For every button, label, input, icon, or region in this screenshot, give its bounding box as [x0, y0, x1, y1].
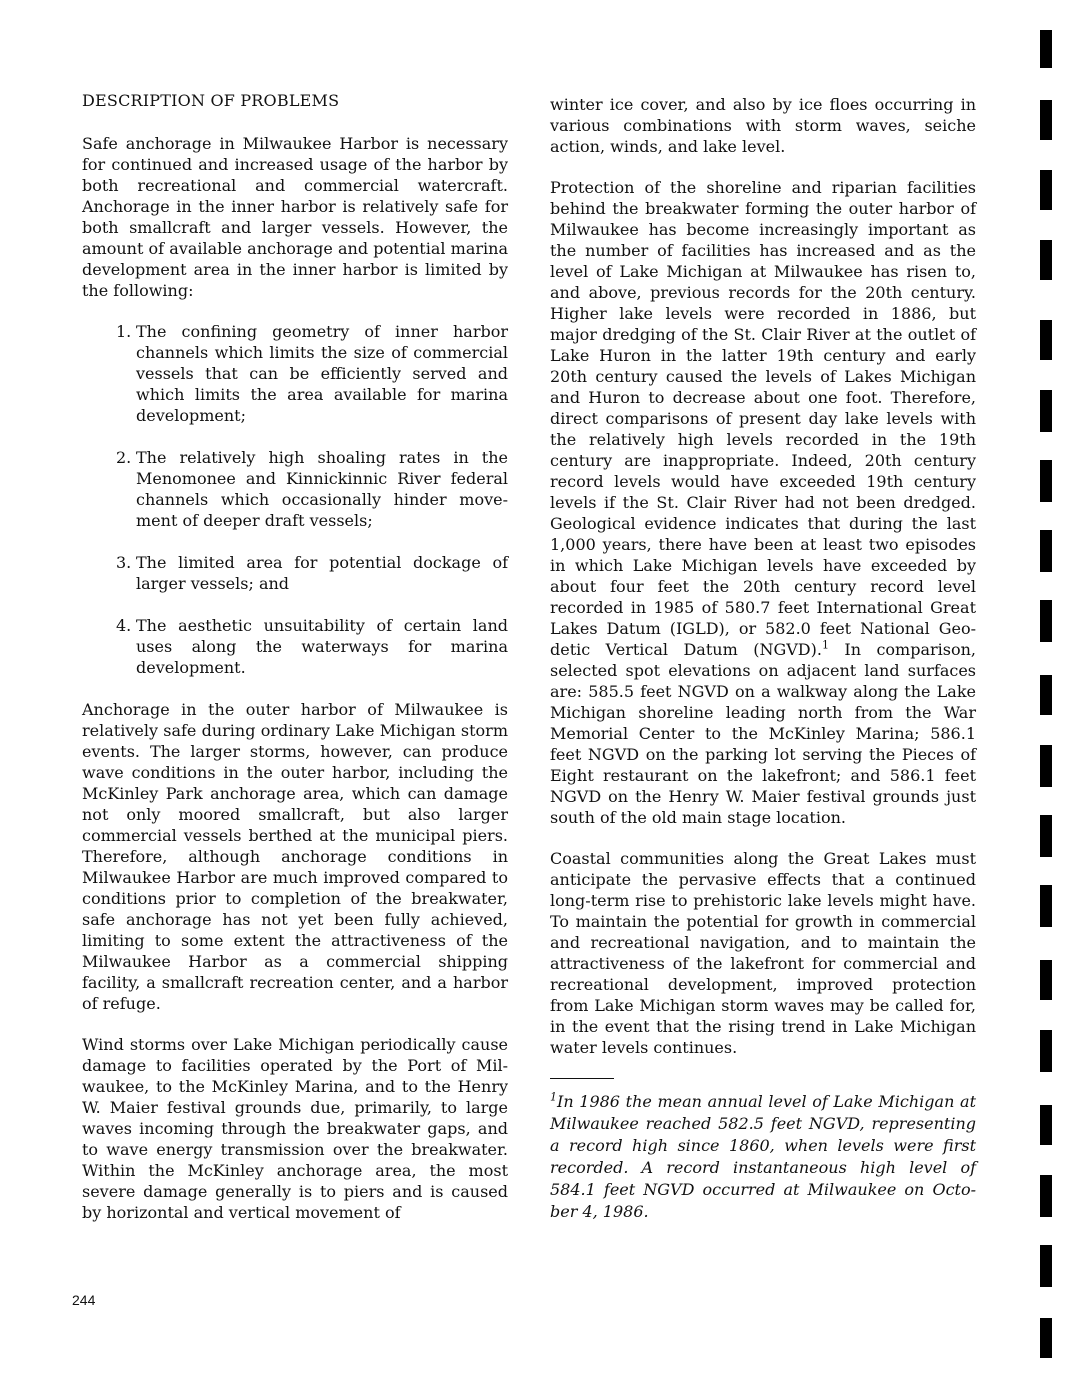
binding-mark — [1040, 885, 1052, 927]
binding-mark — [1040, 320, 1052, 360]
right-paragraph-2-text-b: In comparison, selected spot elevations on adjacent land surfaces are: 585.5 feet NGVD on a walkway along the Lake Michigan shoreline leading north from the War Memorial Center to the McKinley Marina; 586.1 feet NGVD on the parking lot serving the Pieces of Eight restaurant on the lakefront; and 586.1 feet NGVD on the Henry W. Maier festival grounds just south of the old main stage location. — [550, 640, 976, 827]
binding-mark — [1040, 675, 1052, 715]
list-item-number: 4. — [116, 616, 132, 635]
footnote-divider — [550, 1078, 614, 1079]
binding-mark — [1040, 390, 1052, 432]
list-item — [82, 615, 508, 678]
binding-mark — [1040, 600, 1052, 642]
binding-mark — [1040, 1175, 1052, 1217]
list-item-number: 1. — [116, 322, 132, 341]
list-item-number: 3. — [116, 553, 132, 572]
binding-mark — [1040, 460, 1052, 502]
left-paragraph-1: Safe anchorage in Milwaukee Harbor is necessary for continued and increased usage of the harbor by both recreational and commercial watercraft. Anchorage in the inner harbor is relatively safe for both smallcraft and larger vessels. However, the amount of available anchorage and potential marina development area in the inner harbor is limited by the following: — [82, 134, 508, 300]
binding-mark — [1040, 530, 1052, 572]
list-item — [82, 447, 508, 531]
footnote — [550, 1091, 976, 1223]
binding-mark — [1040, 815, 1052, 857]
list-item-text: The confining geometry of inner harbor channels which limits the size of commercial vessels that can be efficiently served and which limits the area available for marina development; — [136, 322, 508, 425]
footnote-reference: 1 — [821, 638, 829, 652]
right-paragraph-1: winter ice cover, and also by ice floes occurring in various combinations with storm waves, seiche action, winds, and lake level. — [550, 95, 976, 156]
left-paragraph-3: Wind storms over Lake Michigan periodically cause damage to facilities operated by the Port of Milwaukee, to the McKinley Marina, and to the Henry W. Maier festival grounds due, primarily, to large waves incoming through the breakwater gaps, and to wave energy transmission over the breakwater. Within the McKinley anchorage area, the most severe damage generally is to piers and is caused by horizontal and vertical movement of — [82, 1035, 508, 1222]
list-item — [82, 321, 508, 426]
list-item-text: The limited area for potential dockage of larger vessels; and — [136, 553, 508, 593]
right-paragraph-2-text-a: Protection of the shoreline and riparian facilities behind the breakwater forming the outer harbor of Milwaukee has become increasingly important as the number of facilities has increased and as the level of Lake Michigan at Milwaukee has risen to, and above, previous records for the 20th century. Higher lake levels were recorded in 1886, but major dredging of the St. Clair River at the outlet of Lake Huron in the latter 19th century and early 20th century caused the levels of Lakes Michigan and Huron to decrease about one foot. Therefore, direct comparisons of present day lake levels with the relatively high levels recorded in the 19th century are inappropriate. Indeed, 20th century record levels would have exceeded 19th century levels if the St. Clair River had not been dredged. Geological evidence indicates that during the last 1,000 years, there have been at least two episodes in which Lake Michigan levels have exceeded by about four feet the 20th century record level recorded in 1985 of 580.7 feet International Great Lakes Datum (IGLD), or 582.0 feet National Geodetic Vertical Datum (NGVD). — [550, 178, 976, 659]
right-paragraph-3: Coastal communities along the Great Lakes must anticipate the pervasive effects that a continued long-term rise to prehistoric lake levels might have. To maintain the potential for growth in commercial and recreational navigation, and to maintain the attractiveness of the lakefront for commercial and recreational development, improved protection from Lake Michigan storm waves may be called for, in the event that the rising trend in Lake Michigan water levels continues. — [550, 849, 976, 1057]
binding-mark — [1040, 100, 1052, 140]
footnote-marker: 1 — [550, 1090, 557, 1104]
right-column — [550, 94, 976, 1223]
list-item — [82, 552, 508, 594]
left-column — [82, 90, 508, 1243]
list-item-text: The aesthetic unsuitability of certain land uses along the waterways for marina development. — [136, 616, 508, 677]
binding-mark — [1040, 1030, 1052, 1072]
binding-mark — [1040, 745, 1052, 787]
right-paragraph-2 — [550, 177, 976, 828]
binding-mark — [1040, 1245, 1052, 1287]
page-number: 244 — [72, 1292, 96, 1308]
binding-mark — [1040, 240, 1052, 280]
limitations-list — [82, 321, 508, 678]
binding-mark — [1040, 30, 1052, 68]
section-heading: DESCRIPTION OF PROBLEMS — [82, 91, 340, 110]
left-paragraph-2: Anchorage in the outer harbor of Milwaukee is relatively safe during ordinary Lake Michigan storm events. The larger storms, however, can produce wave conditions in the outer harbor, including the McKinley Park anchorage area, which can damage not only moored smallcraft, but also larger commercial vessels berthed at the municipal piers. Therefore, although anchorage conditions in Milwaukee Harbor are much improved compared to conditions prior to completion of the breakwater, safe anchorage has not yet been fully achieved, limiting to some extent the attractiveness of the Milwaukee Harbor as a commercial shipping facility, a smallcraft recreation center, and a harbor of refuge. — [82, 700, 508, 1013]
binding-mark — [1040, 960, 1052, 1000]
binding-marks — [1040, 0, 1060, 1380]
binding-mark — [1040, 1105, 1052, 1145]
list-item-number: 2. — [116, 448, 132, 467]
binding-mark — [1040, 1318, 1052, 1358]
footnote-text: In 1986 the mean annual level of Lake Michigan at Milwaukee reached 582.5 feet NGVD, representing a record high since 1860, when levels were first recorded. A record instantaneous high level of 584.1 feet NGVD occurred at Milwaukee on October 4, 1986. — [550, 1092, 976, 1221]
binding-mark — [1040, 170, 1052, 210]
list-item-text: The relatively high shoaling rates in the Menomonee and Kinnickinnic River federal channels which occasionally hinder movement of deeper draft vessels; — [136, 448, 508, 530]
